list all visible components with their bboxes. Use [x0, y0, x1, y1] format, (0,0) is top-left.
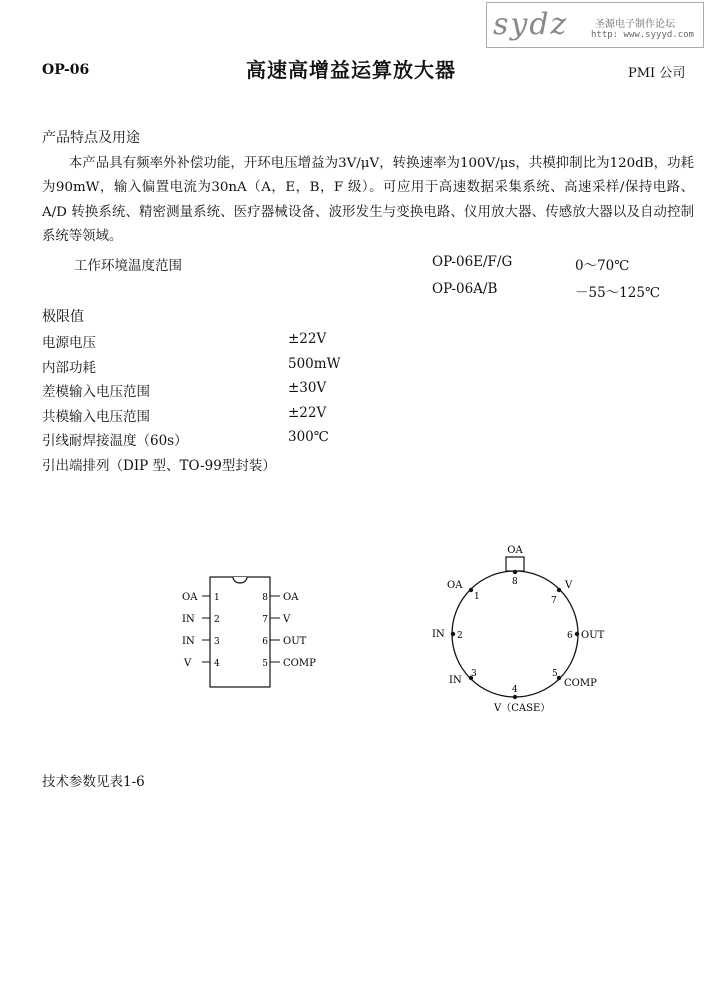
temp-range-2: －55～125℃: [575, 285, 661, 301]
temp-model-2: OP-06A/B: [432, 281, 498, 297]
limit-value: 300℃: [288, 429, 329, 445]
page-title: 高速高增益运算放大器: [246, 58, 456, 82]
dip-pin-number: 5: [262, 659, 268, 669]
dip-pin-label: V: [283, 614, 291, 625]
to99-case-label: V（CASE）: [494, 703, 551, 714]
tech-params-note: 技术参数见表1-6: [42, 774, 145, 790]
dip-pin-label: COMP: [283, 658, 316, 669]
limit-label: 电源电压: [42, 335, 96, 351]
dip-pin-number: 3: [214, 637, 220, 647]
to99-pin-label: OA: [447, 580, 463, 591]
to99-tab-label: OA: [507, 545, 523, 556]
to99-pin-number: 6: [567, 631, 573, 641]
to99-pin-label: OUT: [581, 630, 605, 641]
to99-package-diagram: [425, 537, 625, 715]
to99-pin-label: V: [565, 580, 573, 591]
watermark-logo: sydz: [493, 7, 569, 42]
to99-tab: [506, 557, 524, 571]
dip-package-diagram: [170, 565, 330, 695]
dip-pin-label: V: [184, 658, 192, 669]
dip-pin-label: OA: [182, 592, 198, 603]
limit-value: ±30V: [288, 380, 327, 396]
dip-notch: [233, 577, 247, 583]
to99-pin-label: IN: [432, 629, 445, 640]
dip-pin-number: 7: [262, 615, 268, 625]
limit-label: 共模输入电压范围: [42, 409, 150, 425]
dip-pin-number: 1: [214, 593, 220, 603]
dip-pin-label: OUT: [283, 636, 307, 647]
temp-range-label: 工作环境温度范围: [74, 258, 182, 274]
dip-pin-label: OA: [283, 592, 299, 603]
manufacturer: PMI 公司: [628, 66, 686, 81]
features-paragraph: 本产品具有频率外补偿功能，开环电压增益为3V/μV，转换速率为100V/μs，共模抑制比为120dB，功耗为90mW，输入偏置电流为30nA（A，E，B，F 级）。可应用于高速数据采集系统、高速采样/保持电路、A/D 转换系统、精密测量系统、医疗器械设备、波形发生与变换电路、仪用放大器、传感放大器以及自动控制系统等领域。: [42, 156, 694, 244]
to99-pin-number: 3: [471, 669, 477, 679]
watermark-box: [486, 2, 704, 48]
limit-value: 500mW: [288, 356, 341, 372]
limit-value: ±22V: [288, 331, 327, 347]
limit-value: ±22V: [288, 405, 327, 421]
temp-model-1: OP-06E/F/G: [432, 254, 513, 270]
to99-pin-label: IN: [449, 675, 462, 686]
temp-range-1: 0～70℃: [575, 258, 630, 274]
to99-pin-number: 2: [457, 631, 463, 641]
pinout-heading: 引出端排列（DIP 型、TO-99型封装）: [42, 458, 276, 474]
dip-pin-number: 8: [262, 593, 268, 603]
dip-pin-number: 6: [262, 637, 268, 647]
to99-pin-number: 5: [552, 669, 558, 679]
to99-pin-number: 8: [512, 577, 518, 587]
limit-label: 差模输入电压范围: [42, 384, 150, 400]
to99-pin-number: 1: [474, 592, 480, 602]
dip-pin-label: IN: [182, 636, 195, 647]
limits-heading: 极限值: [42, 309, 84, 325]
to99-pin-number: 7: [551, 596, 557, 606]
watermark-site-name: 圣源电子制作论坛: [595, 19, 675, 30]
features-heading: 产品特点及用途: [42, 130, 140, 146]
dip-pin-label: IN: [182, 614, 195, 625]
limit-label: 内部功耗: [42, 360, 96, 376]
to99-pin-number: 4: [512, 685, 518, 695]
part-number: OP-06: [42, 62, 90, 78]
limit-label: 引线耐焊接温度（60s）: [42, 433, 188, 449]
to99-pin-label: COMP: [564, 678, 597, 689]
dip-pin-number: 2: [214, 615, 220, 625]
watermark-url: http: www.syyyd.com: [591, 30, 694, 40]
dip-pin-number: 4: [214, 659, 220, 669]
